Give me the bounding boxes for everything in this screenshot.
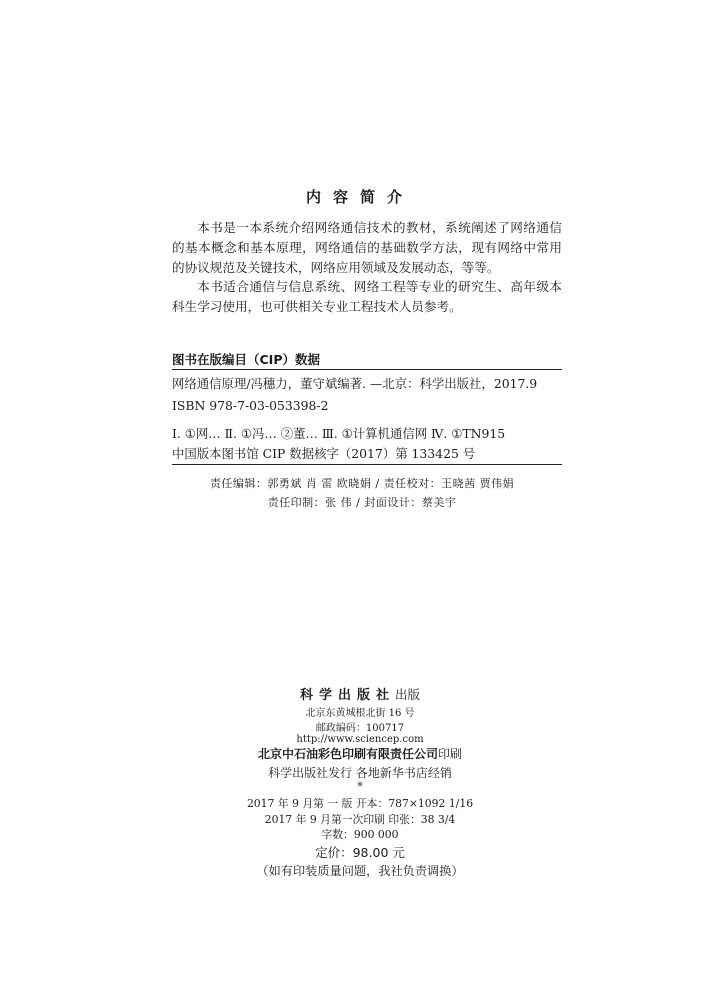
word-count: 字数：900 000 bbox=[321, 828, 399, 841]
cip-heading: 图书在版编目（CIP）数据 bbox=[172, 352, 320, 367]
editor-credits-line-2: 责任印制：张 伟 / 封面设计：蔡美宇 bbox=[267, 496, 457, 509]
publisher-address: 北京东黄城根北街 16 号 bbox=[305, 708, 415, 719]
cip-title-line: 网络通信原理/冯穗力，董守斌编著. —北京：科学出版社，2017.9 bbox=[172, 376, 538, 391]
cip-bottom-rule bbox=[172, 464, 562, 465]
summary-paragraph-2: 本书适合通信与信息系统、网络工程等专业的研究生、高年级本科生学习使用，也可供相关专业工程技术人员参考。 bbox=[172, 279, 562, 314]
publisher-line bbox=[0, 684, 720, 703]
publisher-website: http://www.sciencep.com bbox=[296, 734, 424, 745]
printer-line bbox=[0, 745, 720, 762]
printing-info: 2017 年 9 月第一次印刷 印张：38 3/4 bbox=[264, 813, 456, 826]
printer-suffix: 印刷 bbox=[438, 747, 463, 761]
cip-isbn: ISBN 978-7-03-053398-2 bbox=[172, 398, 329, 413]
editor-credits bbox=[172, 474, 552, 512]
quality-notice: （如有印装质量问题，我社负责调换） bbox=[256, 864, 464, 878]
cip-top-rule bbox=[172, 369, 562, 370]
publisher-suffix: 出版 bbox=[395, 687, 421, 702]
summary-paragraph-1: 本书是一本系统介绍网络通信技术的教材，系统阐述了网络通信的基本概念和基本原理，网络通信的基础数学方法，现有网络中常用的协议规范及关键技术，网络应用领域及发展动态，等等。 bbox=[172, 220, 562, 275]
printer-name: 北京中石油彩色印刷有限责任公司 bbox=[257, 747, 438, 761]
summary-title: 内容简介 bbox=[305, 188, 414, 206]
distribution-line: 科学出版社发行 各地新华书店经销 bbox=[268, 766, 452, 780]
separator-star: * bbox=[357, 780, 363, 793]
edition-info: 2017 年 9 月第 一 版 开本：787×1092 1/16 bbox=[246, 797, 474, 810]
price: 定价：98.00 元 bbox=[315, 845, 405, 860]
editor-credits-line-1: 责任编辑：郭勇斌 肖 雷 欧晓娟 / 责任校对：王晓茜 贾伟娟 bbox=[209, 477, 515, 490]
cip-record-number: 中国版本图书馆 CIP 数据核字（2017）第 133425 号 bbox=[172, 446, 476, 461]
cip-classification: Ⅰ. ①网… Ⅱ. ①冯… ②董… Ⅲ. ①计算机通信网 Ⅳ. ①TN915 bbox=[172, 426, 506, 441]
publisher-name: 科学出版社 bbox=[299, 688, 395, 703]
publisher-postcode: 邮政编码：100717 bbox=[315, 723, 405, 734]
